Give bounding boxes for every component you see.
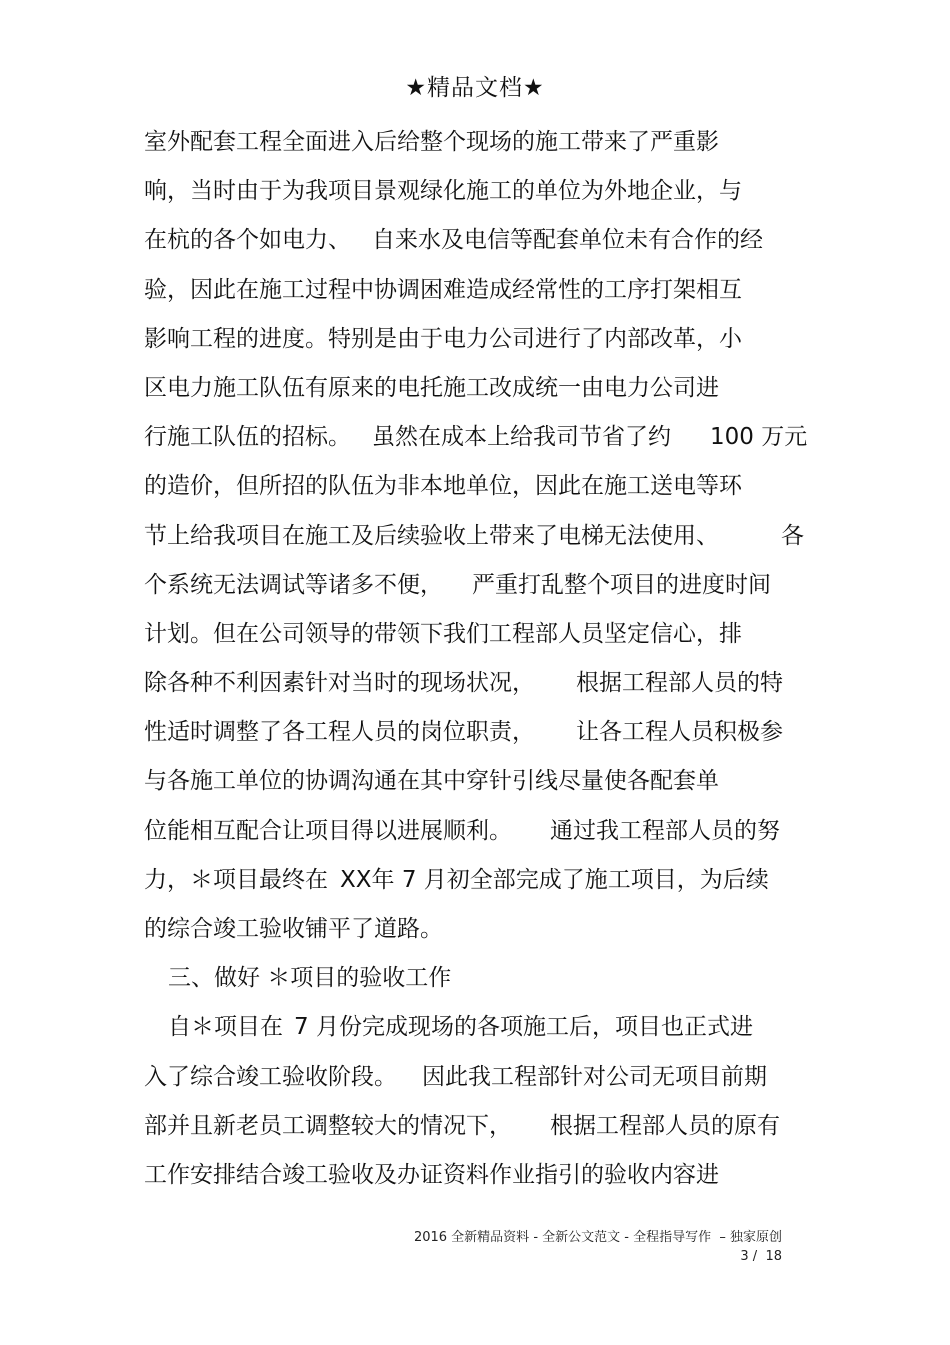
text-segment: 根据工程部人员的特 [576, 670, 783, 697]
text-line [144, 663, 824, 712]
text-segment: 在杭的各个如电力、 [144, 227, 351, 254]
text-segment: 100 万元 [710, 424, 808, 451]
text-segment: 入了综合竣工验收阶段。 [144, 1063, 397, 1090]
text-segment: 部并且新老员工调整较大的情况下， [144, 1112, 512, 1139]
text-segment: 行施工队伍的招标。 [144, 424, 351, 451]
text-segment: 室外配套工程全面进入后给整个现场的施工带来了严重影 [144, 129, 719, 155]
text-line [144, 811, 824, 860]
text-line [144, 466, 824, 515]
text-segment: 的造价，但所招的队伍为非本地单位，因此在施工送电等环 [144, 473, 742, 500]
text-segment: 性适时调整了各工程人员的岗位职责， [144, 719, 535, 746]
text-line [144, 368, 824, 417]
text-line [144, 614, 824, 663]
text-line [144, 1155, 824, 1204]
text-line [144, 565, 824, 614]
text-line [144, 712, 824, 761]
text-segment: 力，＊项目最终在 [144, 866, 328, 893]
text-segment: 因此我工程部针对公司无项目前期 [422, 1063, 767, 1090]
text-segment: 让各工程人员积极参 [576, 719, 783, 746]
text-line [144, 171, 824, 220]
text-segment: 的综合竣工验收铺平了道路。 [144, 916, 443, 942]
page-number: 3 / 18 [740, 1249, 782, 1264]
text-line [144, 516, 824, 565]
text-segment: 各 [781, 522, 804, 549]
text-segment: 自来水及电信等配套单位未有合作的经 [372, 227, 763, 254]
text-segment: 工作安排结合竣工验收及办证资料作业指引的验收内容进 [144, 1161, 719, 1188]
text-segment: XX年 7 月初全部完成了施工项目，为后续 [340, 866, 769, 893]
text-line [144, 761, 824, 810]
text-line [144, 220, 824, 269]
text-line [144, 1106, 824, 1155]
text-segment: 通过我工程部人员的努 [550, 817, 780, 844]
text-line [144, 122, 824, 171]
text-line [144, 909, 824, 958]
footer-tagline: 2016 全新精品资料 - 全新公文范文 - 全程指导写作 – 独家原创 [413, 1230, 782, 1245]
text-line [144, 1007, 824, 1056]
page-header-title: ★精品文档★ [405, 75, 545, 101]
text-segment: 自＊项目在 [168, 1014, 283, 1041]
text-line [144, 319, 824, 368]
text-segment: 7 月份完成现场的各项施工后，项目也正式进 [294, 1014, 753, 1041]
text-segment: 区电力施工队伍有原来的电托施工改成统一由电力公司进 [144, 374, 719, 401]
text-segment: 根据工程部人员的原有 [550, 1112, 780, 1139]
text-line [144, 860, 824, 909]
text-segment: 与各施工单位的协调沟通在其中穿针引线尽量使各配套单 [144, 768, 719, 795]
section-heading [144, 958, 824, 1007]
text-segment: 位能相互配合让项目得以进展顺利。 [144, 817, 512, 844]
text-line [144, 1057, 824, 1106]
text-line [144, 270, 824, 319]
text-segment: 计划。但在公司领导的带领下我们工程部人员坚定信心，排 [144, 620, 742, 647]
text-segment: 除各种不利因素针对当时的现场状况， [144, 670, 535, 697]
text-segment: 严重打乱整个项目的进度时间 [472, 571, 771, 598]
text-segment: 响，当时由于为我项目景观绿化施工的单位为外地企业，与 [144, 178, 742, 205]
text-segment: 三、做好 ＊项目的验收工作 [168, 965, 452, 992]
text-segment: 虽然在成本上给我司节省了约 [372, 424, 671, 451]
text-line [144, 417, 824, 466]
text-segment: 个系统无法调试等诸多不便， [144, 571, 443, 598]
text-segment: 验，因此在施工过程中协调困难造成经常性的工序打架相互 [144, 276, 742, 303]
text-segment: 节上给我项目在施工及后续验收上带来了电梯无法使用、 [144, 522, 719, 549]
text-segment: 影响工程的进度。特别是由于电力公司进行了内部改革，小 [144, 325, 742, 352]
document-body [144, 122, 824, 1204]
